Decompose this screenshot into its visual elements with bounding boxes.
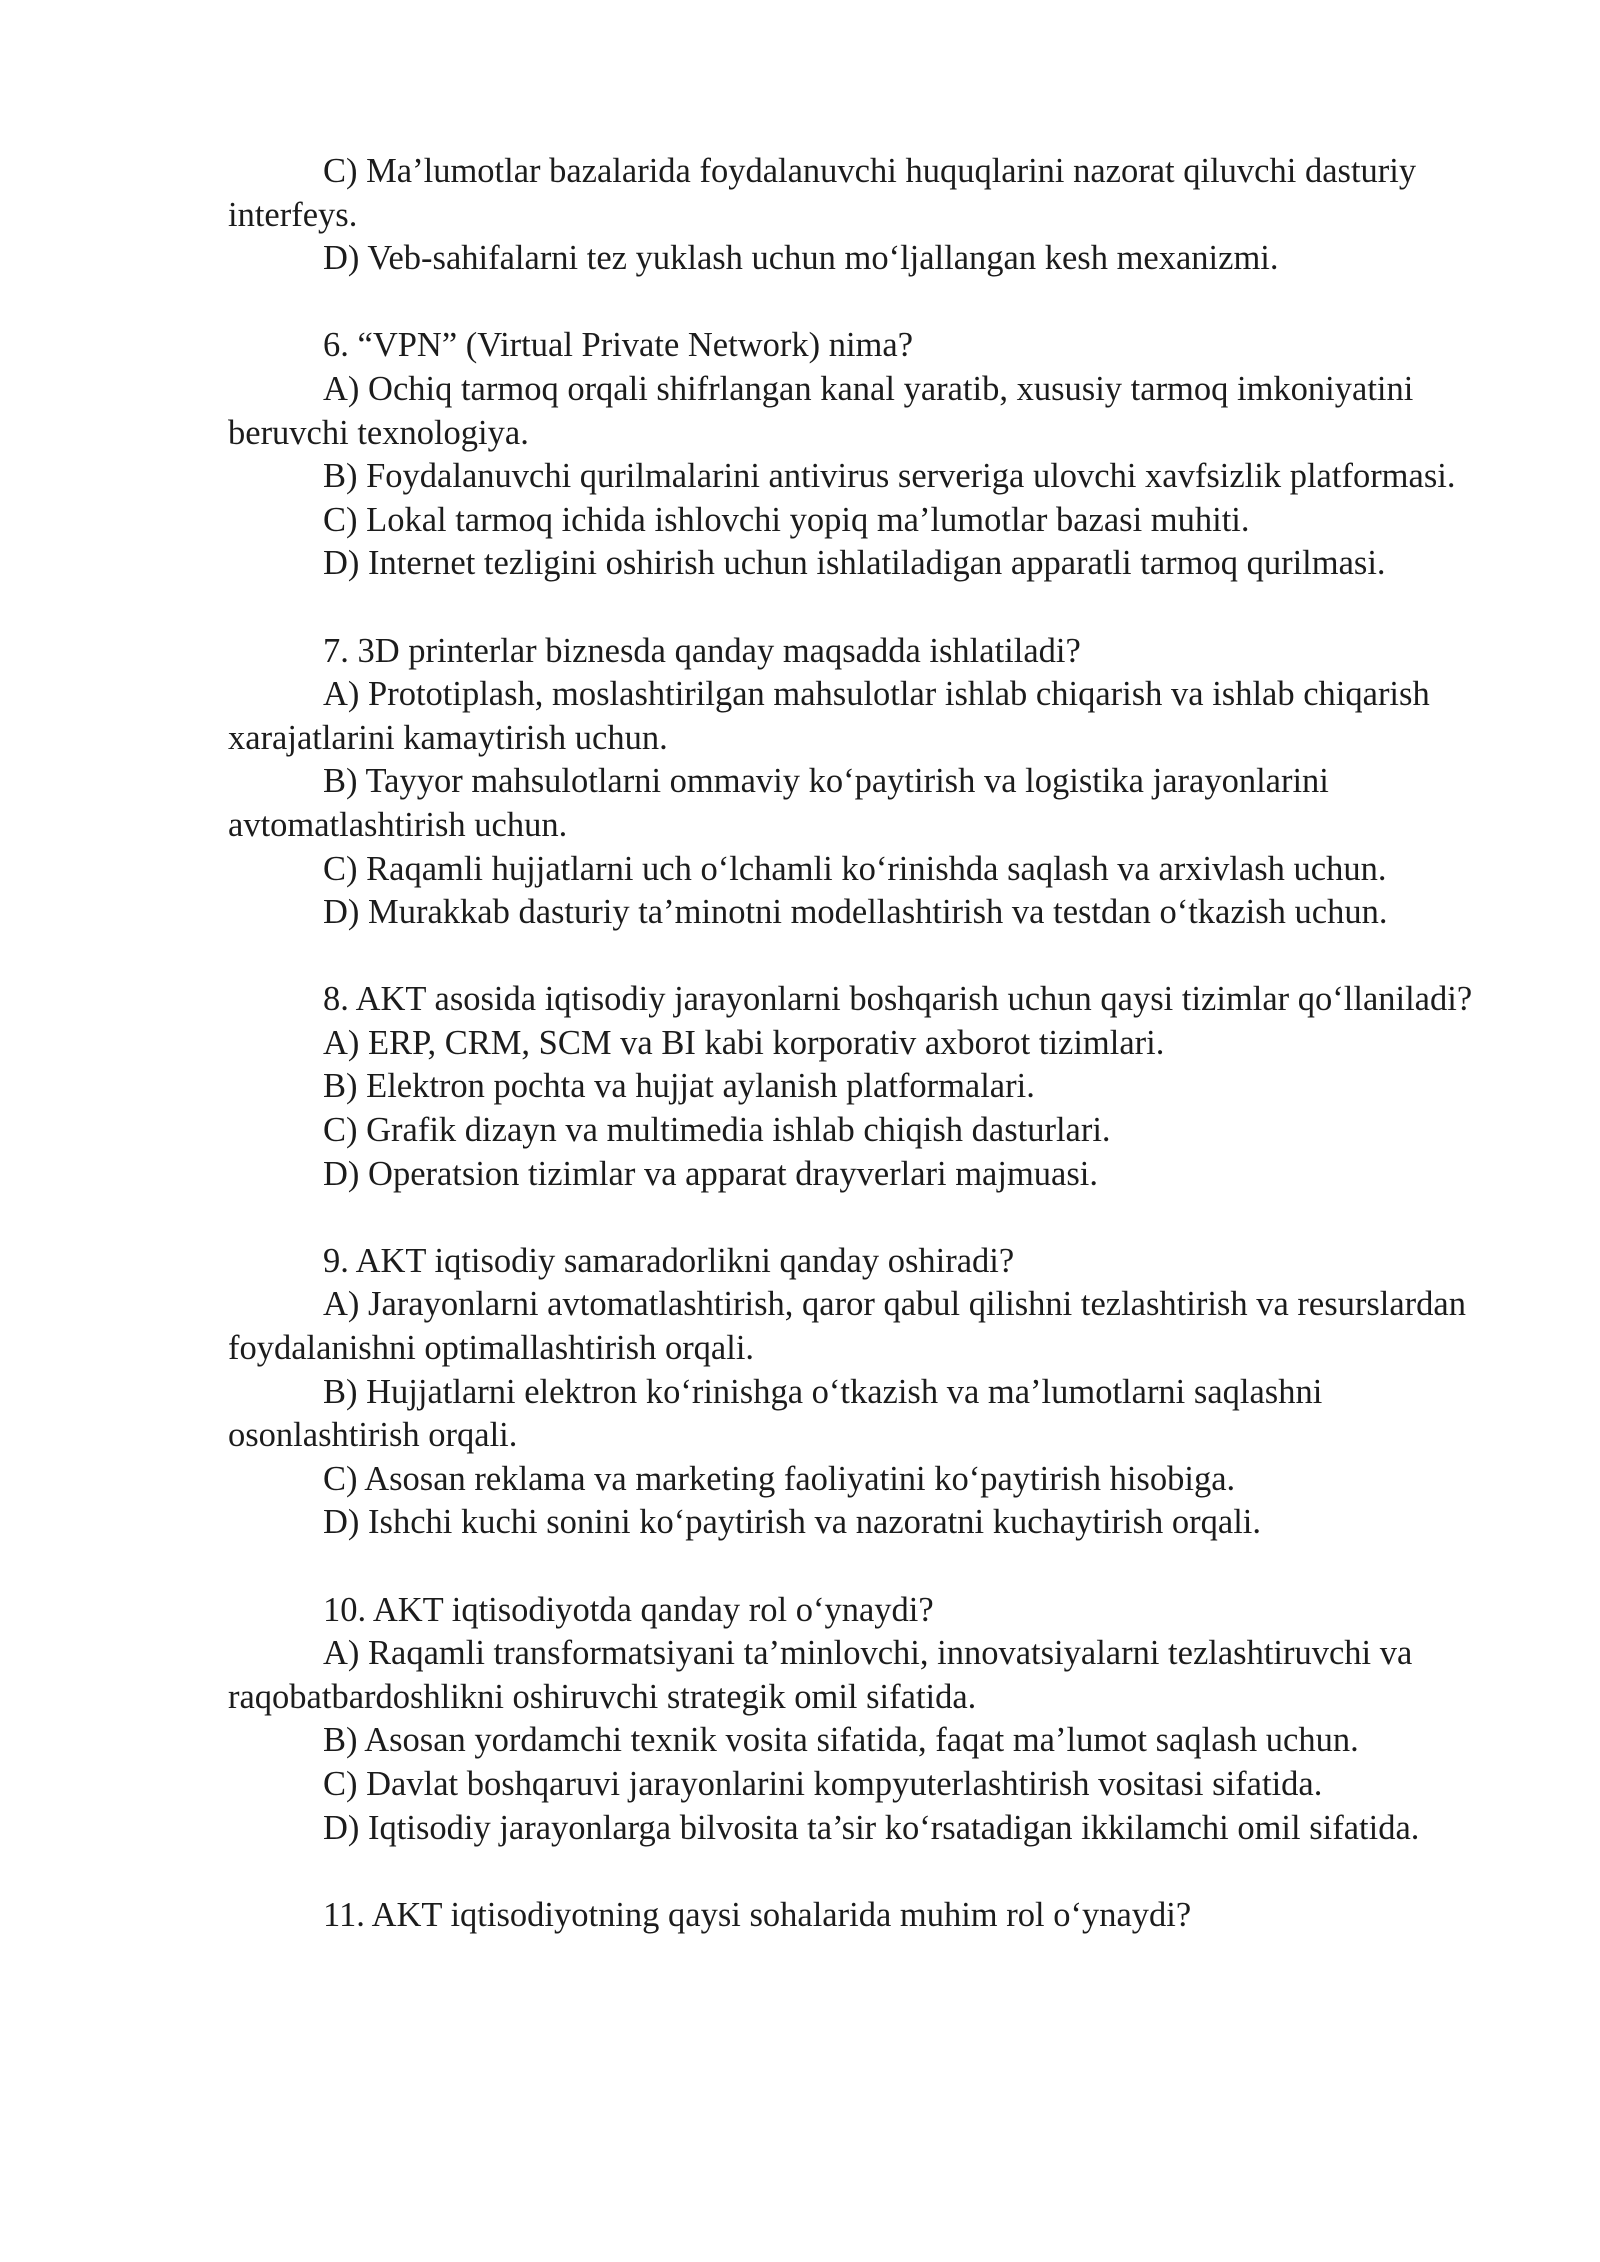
question-block-10 [228, 1589, 1500, 1851]
option-b: B) Foydalanuvchi qurilmalarini antivirus serveriga ulovchi xavfsizlik platformasi. [323, 457, 1456, 496]
question-block-6 [228, 324, 1500, 586]
option-b: B) Asosan yordamchi texnik vosita sifatida, faqat ma’lumot saqlash uchun. [323, 1721, 1359, 1760]
question-text: 8. AKT asosida iqtisodiy jarayonlarni boshqarish uchun qaysi tizimlar qo‘llaniladi? [323, 980, 1473, 1019]
option-b: B) Tayyor mahsulotlarni ommaviy ko‘paytirish va logistika jarayonlarini avtomatlashtirish uchun. [228, 762, 1329, 844]
option-a: A) Ochiq tarmoq orqali shifrlangan kanal yaratib, xususiy tarmoq imkoniyatini beruvchi texnologiya. [228, 369, 1414, 452]
question-block-8 [228, 978, 1500, 1196]
option-d: D) Operatsion tizimlar va apparat drayverlari majmuasi. [323, 1154, 1098, 1193]
question-block-9 [228, 1240, 1500, 1545]
option-b: B) Hujjatlarni elektron ko‘rinishga o‘tkazish va ma’lumotlarni saqlashni osonlashtirish orqali. [228, 1372, 1323, 1455]
option-c: C) Grafik dizayn va multimedia ishlab chiqish dasturlari. [323, 1111, 1111, 1150]
option-a: A) Raqamli transformatsiyani ta’minlovchi, innovatsiyalarni tezlashtiruvchi va raqobatbardoshlikni oshiruvchi strategik omil sifatida. [228, 1634, 1413, 1716]
option-a: A) ERP, CRM, SCM va BI kabi korporativ axborot tizimlari. [323, 1023, 1165, 1062]
option-c: C) Asosan reklama va marketing faoliyatini ko‘paytirish hisobiga. [323, 1459, 1236, 1498]
question-text: 10. AKT iqtisodiyotda qanday rol o‘ynaydi? [323, 1590, 934, 1629]
option-d: D) Internet tezligini oshirish uchun ishlatiladigan apparatli tarmoq qurilmasi. [323, 544, 1386, 583]
question-block-11 [228, 1894, 1500, 1938]
question-block-7 [228, 630, 1500, 935]
option-d: D) Murakkab dasturiy ta’minotni modellashtirish va testdan o‘tkazish uchun. [323, 893, 1388, 932]
option-d: D) Veb-sahifalarni tez yuklash uchun mo‘ljallangan kesh mexanizmi. [323, 239, 1279, 278]
option-d: D) Iqtisodiy jarayonlarga bilvosita ta’sir ko‘rsatadigan ikkilamchi omil sifatida. [323, 1808, 1420, 1847]
option-a: A) Prototiplash, moslashtirilgan mahsulotlar ishlab chiqarish va ishlab chiqarish xarajatlarini kamaytirish uchun. [228, 675, 1430, 757]
document-body [228, 150, 1500, 1937]
option-c: C) Davlat boshqaruvi jarayonlarini kompyuterlashtirish vositasi sifatida. [323, 1764, 1323, 1803]
question-text: 9. AKT iqtisodiy samaradorlikni qanday oshiradi? [323, 1241, 1015, 1280]
option-b: B) Elektron pochta va hujjat aylanish platformalari. [323, 1067, 1035, 1106]
question-text: 11. AKT iqtisodiyotning qaysi sohalarida muhim rol o‘ynaydi? [323, 1895, 1192, 1934]
option-d: D) Ishchi kuchi sonini ko‘paytirish va nazoratni kuchaytirish orqali. [323, 1503, 1261, 1542]
question-text: 7. 3D printerlar biznesda qanday maqsadda ishlatiladi? [323, 631, 1081, 670]
question-block-5-continued [228, 150, 1500, 281]
question-text: 6. “VPN” (Virtual Private Network) nima? [323, 326, 914, 365]
option-c: C) Raqamli hujjatlarni uch o‘lchamli ko‘rinishda saqlash va arxivlash uchun. [323, 849, 1387, 888]
option-c: C) Lokal tarmoq ichida ishlovchi yopiq ma’lumotlar bazasi muhiti. [323, 500, 1250, 539]
option-a: A) Jarayonlarni avtomatlashtirish, qaror qabul qilishni tezlashtirish va resurslardan foydalanishni optimallashtirish orqali. [228, 1285, 1466, 1368]
option-c: C) Ma’lumotlar bazalarida foydalanuvchi huquqlarini nazorat qiluvchi dasturiy interfeys. [228, 152, 1417, 234]
